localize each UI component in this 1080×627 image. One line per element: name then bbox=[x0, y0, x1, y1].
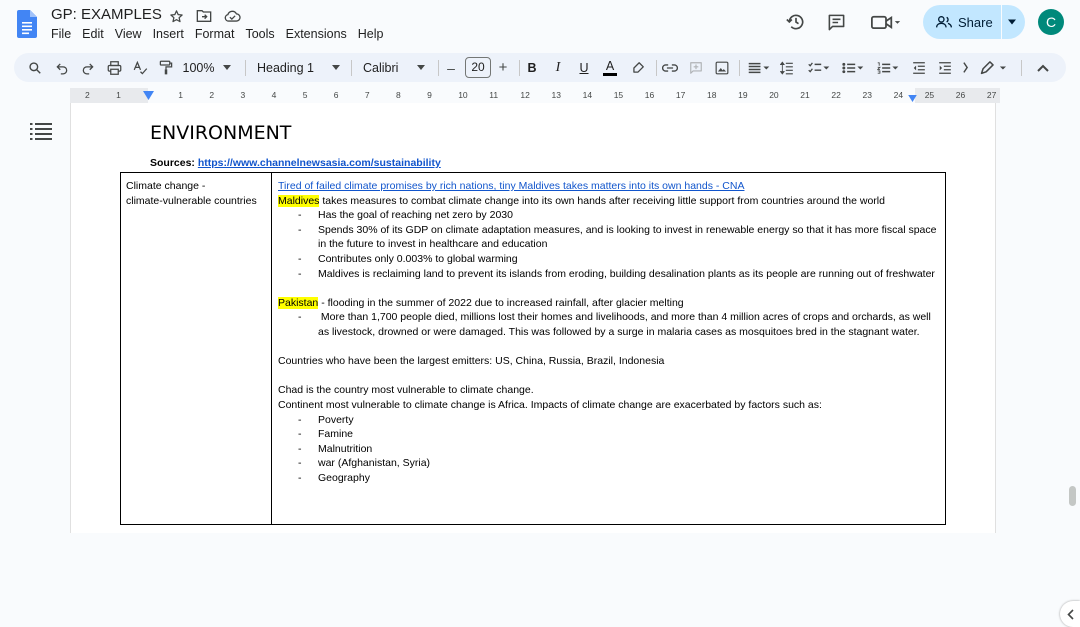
search-icon[interactable] bbox=[25, 53, 45, 82]
right-indent-marker-icon[interactable] bbox=[908, 95, 917, 102]
ruler-tick-label: 24 bbox=[893, 90, 904, 100]
zoom-select[interactable] bbox=[182, 53, 232, 82]
ruler-tick-label: 1 bbox=[116, 90, 121, 100]
decrease-indent-icon[interactable] bbox=[910, 53, 928, 82]
ruler-tick-label: 23 bbox=[862, 90, 872, 100]
ruler-tick-label: 18 bbox=[707, 90, 717, 100]
decrease-font-size-button[interactable]: – bbox=[447, 59, 455, 76]
increase-font-size-button[interactable]: + bbox=[498, 59, 508, 76]
chevron-down-icon bbox=[417, 65, 425, 70]
menu-tools[interactable]: Tools bbox=[245, 27, 275, 41]
chevron-up-icon[interactable] bbox=[1034, 53, 1052, 82]
chevron-down-icon bbox=[332, 65, 340, 70]
maldives-paragraph bbox=[278, 194, 940, 209]
maldives-list bbox=[278, 208, 940, 281]
undo-icon[interactable] bbox=[52, 53, 72, 82]
ruler-tick-label: 7 bbox=[364, 90, 370, 100]
list-item: - Geography bbox=[278, 471, 940, 486]
topic-line: Climate change - bbox=[126, 180, 206, 192]
menu-extensions[interactable]: Extensions bbox=[285, 27, 347, 41]
formatting-toolbar bbox=[14, 53, 1066, 82]
toolbar-divider bbox=[245, 60, 246, 76]
history-icon[interactable] bbox=[780, 6, 812, 38]
pakistan-paragraph bbox=[278, 296, 940, 311]
ruler-tick-label: 11 bbox=[489, 90, 499, 100]
ruler-tick-label: 15 bbox=[613, 90, 624, 100]
document-outline-icon[interactable] bbox=[30, 122, 52, 140]
blank-line bbox=[278, 369, 940, 384]
print-icon[interactable] bbox=[104, 53, 124, 82]
factors-list bbox=[278, 413, 940, 486]
numbered-list-select[interactable] bbox=[874, 53, 902, 82]
ruler-tick-label: 8 bbox=[396, 90, 401, 100]
sources-line[interactable] bbox=[150, 157, 441, 169]
ruler-tick-label: 1 bbox=[178, 90, 184, 100]
ruler-tick-label: 19 bbox=[738, 90, 748, 100]
font-value: Calibri bbox=[363, 60, 399, 75]
horizontal-ruler[interactable] bbox=[70, 88, 1000, 103]
checklist-select[interactable] bbox=[805, 53, 833, 82]
toolbar-divider bbox=[519, 60, 520, 76]
underline-button[interactable]: U bbox=[579, 60, 589, 75]
article-link[interactable]: Tired of failed climate promises by rich nations, tiny Maldives takes matters into its own hands - CNA bbox=[278, 180, 745, 192]
ruler-tick-label: 14 bbox=[582, 90, 593, 100]
left-indent-marker-icon[interactable] bbox=[143, 91, 154, 100]
app-header bbox=[0, 0, 1080, 50]
list-item: - war (Afghanistan, Syria) bbox=[278, 456, 940, 471]
font-size-input[interactable]: 20 bbox=[465, 57, 491, 78]
document-title[interactable]: GP: EXAMPLES bbox=[51, 6, 162, 23]
chevron-down-icon[interactable] bbox=[1008, 19, 1016, 25]
toolbar-divider bbox=[739, 60, 740, 76]
video-call-icon[interactable] bbox=[866, 6, 906, 38]
paragraph-style-select[interactable] bbox=[254, 53, 344, 82]
ruler-margin-left bbox=[70, 88, 148, 103]
ruler-tick-label: 12 bbox=[520, 90, 530, 100]
star-icon[interactable] bbox=[166, 8, 186, 24]
toolbar-divider bbox=[438, 60, 439, 76]
insert-image-icon[interactable] bbox=[713, 53, 731, 82]
list-item: - Spends 30% of its GDP on climate adaptation measures, and is looking to invest in renewable energy so that it has more fiscal space in the future to invest in healthcare and education bbox=[278, 223, 940, 252]
ruler-tick-label: 4 bbox=[271, 90, 277, 100]
topic-cell[interactable] bbox=[121, 173, 272, 525]
bulleted-list-select[interactable] bbox=[839, 53, 867, 82]
pakistan-highlight: Pakistan bbox=[278, 296, 319, 309]
increase-indent-icon[interactable] bbox=[936, 53, 954, 82]
list-item: - Has the goal of reaching net zero by 2030 bbox=[278, 208, 940, 223]
ruler-tick-label: 9 bbox=[427, 90, 432, 100]
share-label: Share bbox=[958, 14, 993, 30]
list-item: - Famine bbox=[278, 427, 940, 442]
list-item: - Poverty bbox=[278, 413, 940, 428]
ruler-tick-label: 25 bbox=[924, 90, 935, 100]
pakistan-list bbox=[278, 310, 940, 339]
ruler-tick-label: 26 bbox=[955, 90, 966, 100]
list-item: - Contributes only 0.003% to global warming bbox=[278, 252, 940, 267]
folder-move-icon[interactable] bbox=[194, 8, 214, 24]
ruler-tick-label: 6 bbox=[333, 90, 339, 100]
zoom-value: 100% bbox=[182, 60, 215, 75]
list-item: - Maldives is reclaiming land to prevent its islands from eroding, building desalination plants as its people are running out of freshwater bbox=[278, 267, 940, 282]
link-icon[interactable] bbox=[661, 53, 679, 82]
font-select[interactable] bbox=[358, 53, 430, 82]
toolbar-divider bbox=[1021, 60, 1022, 76]
editing-mode-select[interactable] bbox=[976, 53, 1010, 82]
menu-bar bbox=[51, 27, 395, 41]
maldives-text: takes measures to combat climate change into its own hands after receiving little support from countries around the world bbox=[319, 194, 885, 207]
document-canvas bbox=[0, 103, 1080, 533]
italic-button[interactable]: I bbox=[555, 59, 561, 75]
notes-cell[interactable] bbox=[272, 173, 946, 525]
menu-edit[interactable]: Edit bbox=[82, 27, 104, 41]
list-item: - Malnutrition bbox=[278, 442, 940, 457]
cloud-status-icon[interactable] bbox=[222, 8, 242, 24]
menu-view[interactable]: View bbox=[114, 27, 142, 41]
paint-format-icon[interactable] bbox=[156, 53, 176, 82]
ruler-tick-label: 10 bbox=[458, 90, 468, 100]
menu-format[interactable]: Format bbox=[194, 27, 235, 41]
docs-logo-icon[interactable] bbox=[17, 10, 37, 38]
sources-label: Sources: bbox=[150, 157, 195, 169]
toolbar-divider bbox=[656, 60, 657, 76]
sources-link[interactable]: https://www.channelnewsasia.com/sustainability bbox=[197, 157, 441, 169]
ruler-tick-label: 27 bbox=[986, 90, 997, 100]
blank-line bbox=[278, 340, 940, 355]
bold-button[interactable]: B bbox=[527, 60, 537, 75]
page-heading[interactable]: ENVIRONMENT bbox=[150, 122, 292, 144]
add-comment-icon[interactable] bbox=[687, 53, 705, 82]
ruler-tick-label: 13 bbox=[551, 90, 561, 100]
text-color-button[interactable] bbox=[602, 53, 618, 82]
ruler-tick-label: 2 bbox=[209, 90, 215, 100]
ruler-tick-label: 3 bbox=[240, 90, 246, 100]
avatar[interactable]: C bbox=[1038, 9, 1064, 35]
align-select[interactable] bbox=[745, 53, 773, 82]
ruler-tick-label: 22 bbox=[831, 90, 841, 100]
ruler-tick-label: 21 bbox=[800, 90, 810, 100]
ruler-tick-label: 2 bbox=[85, 90, 90, 100]
chevron-left-icon bbox=[1067, 609, 1074, 620]
list-item: - More than 1,700 people died, millions lost their homes and livelihoods, and more than 4 million acres of crops and orchards, as well as livestock, drowned or were damaged. This was followed by a surge in malaria cases as mosquitoes bred in the stagnant water. bbox=[278, 310, 940, 339]
menu-insert[interactable]: Insert bbox=[152, 27, 184, 41]
content-table[interactable] bbox=[120, 172, 946, 525]
line-spacing-icon[interactable] bbox=[778, 53, 796, 82]
blank-line bbox=[278, 281, 940, 296]
text-color-swatch bbox=[603, 73, 617, 76]
comment-icon[interactable] bbox=[820, 6, 852, 38]
text-color-label: A bbox=[605, 58, 615, 73]
ruler-tick-label: 20 bbox=[769, 90, 779, 100]
menu-file[interactable]: File bbox=[51, 27, 72, 41]
clear-formatting-icon[interactable] bbox=[960, 53, 970, 82]
share-button[interactable] bbox=[923, 5, 1025, 39]
ruler-tick-label: 5 bbox=[302, 90, 308, 100]
maldives-highlight: Maldives bbox=[278, 194, 320, 207]
spellcheck-icon[interactable] bbox=[130, 53, 150, 82]
ruler-tick-label: 16 bbox=[644, 90, 655, 100]
chevron-down-icon bbox=[223, 65, 231, 70]
emitters-line: Countries who have been the largest emitters: US, China, Russia, Brazil, Indonesia bbox=[278, 355, 665, 368]
pakistan-text: - flooding in the summer of 2022 due to increased rainfall, after glacier melting bbox=[318, 296, 684, 309]
paragraph-style-value: Heading 1 bbox=[257, 60, 314, 75]
toolbar-divider bbox=[351, 60, 352, 76]
menu-help[interactable]: Help bbox=[357, 27, 384, 41]
side-panel-toggle[interactable] bbox=[1060, 601, 1080, 627]
redo-icon[interactable] bbox=[78, 53, 98, 82]
share-divider bbox=[1001, 5, 1002, 39]
topic-line: climate-vulnerable countries bbox=[126, 194, 257, 207]
chad-line: Chad is the country most vulnerable to climate change. bbox=[278, 384, 534, 397]
continent-line: Continent most vulnerable to climate change is Africa. Impacts of climate change are exacerbated by factors such as: bbox=[278, 398, 822, 411]
ruler-tick-label: 17 bbox=[675, 90, 686, 100]
vertical-scrollbar-thumb[interactable] bbox=[1069, 486, 1076, 506]
highlight-color-icon[interactable] bbox=[629, 53, 647, 82]
people-icon bbox=[936, 15, 952, 29]
